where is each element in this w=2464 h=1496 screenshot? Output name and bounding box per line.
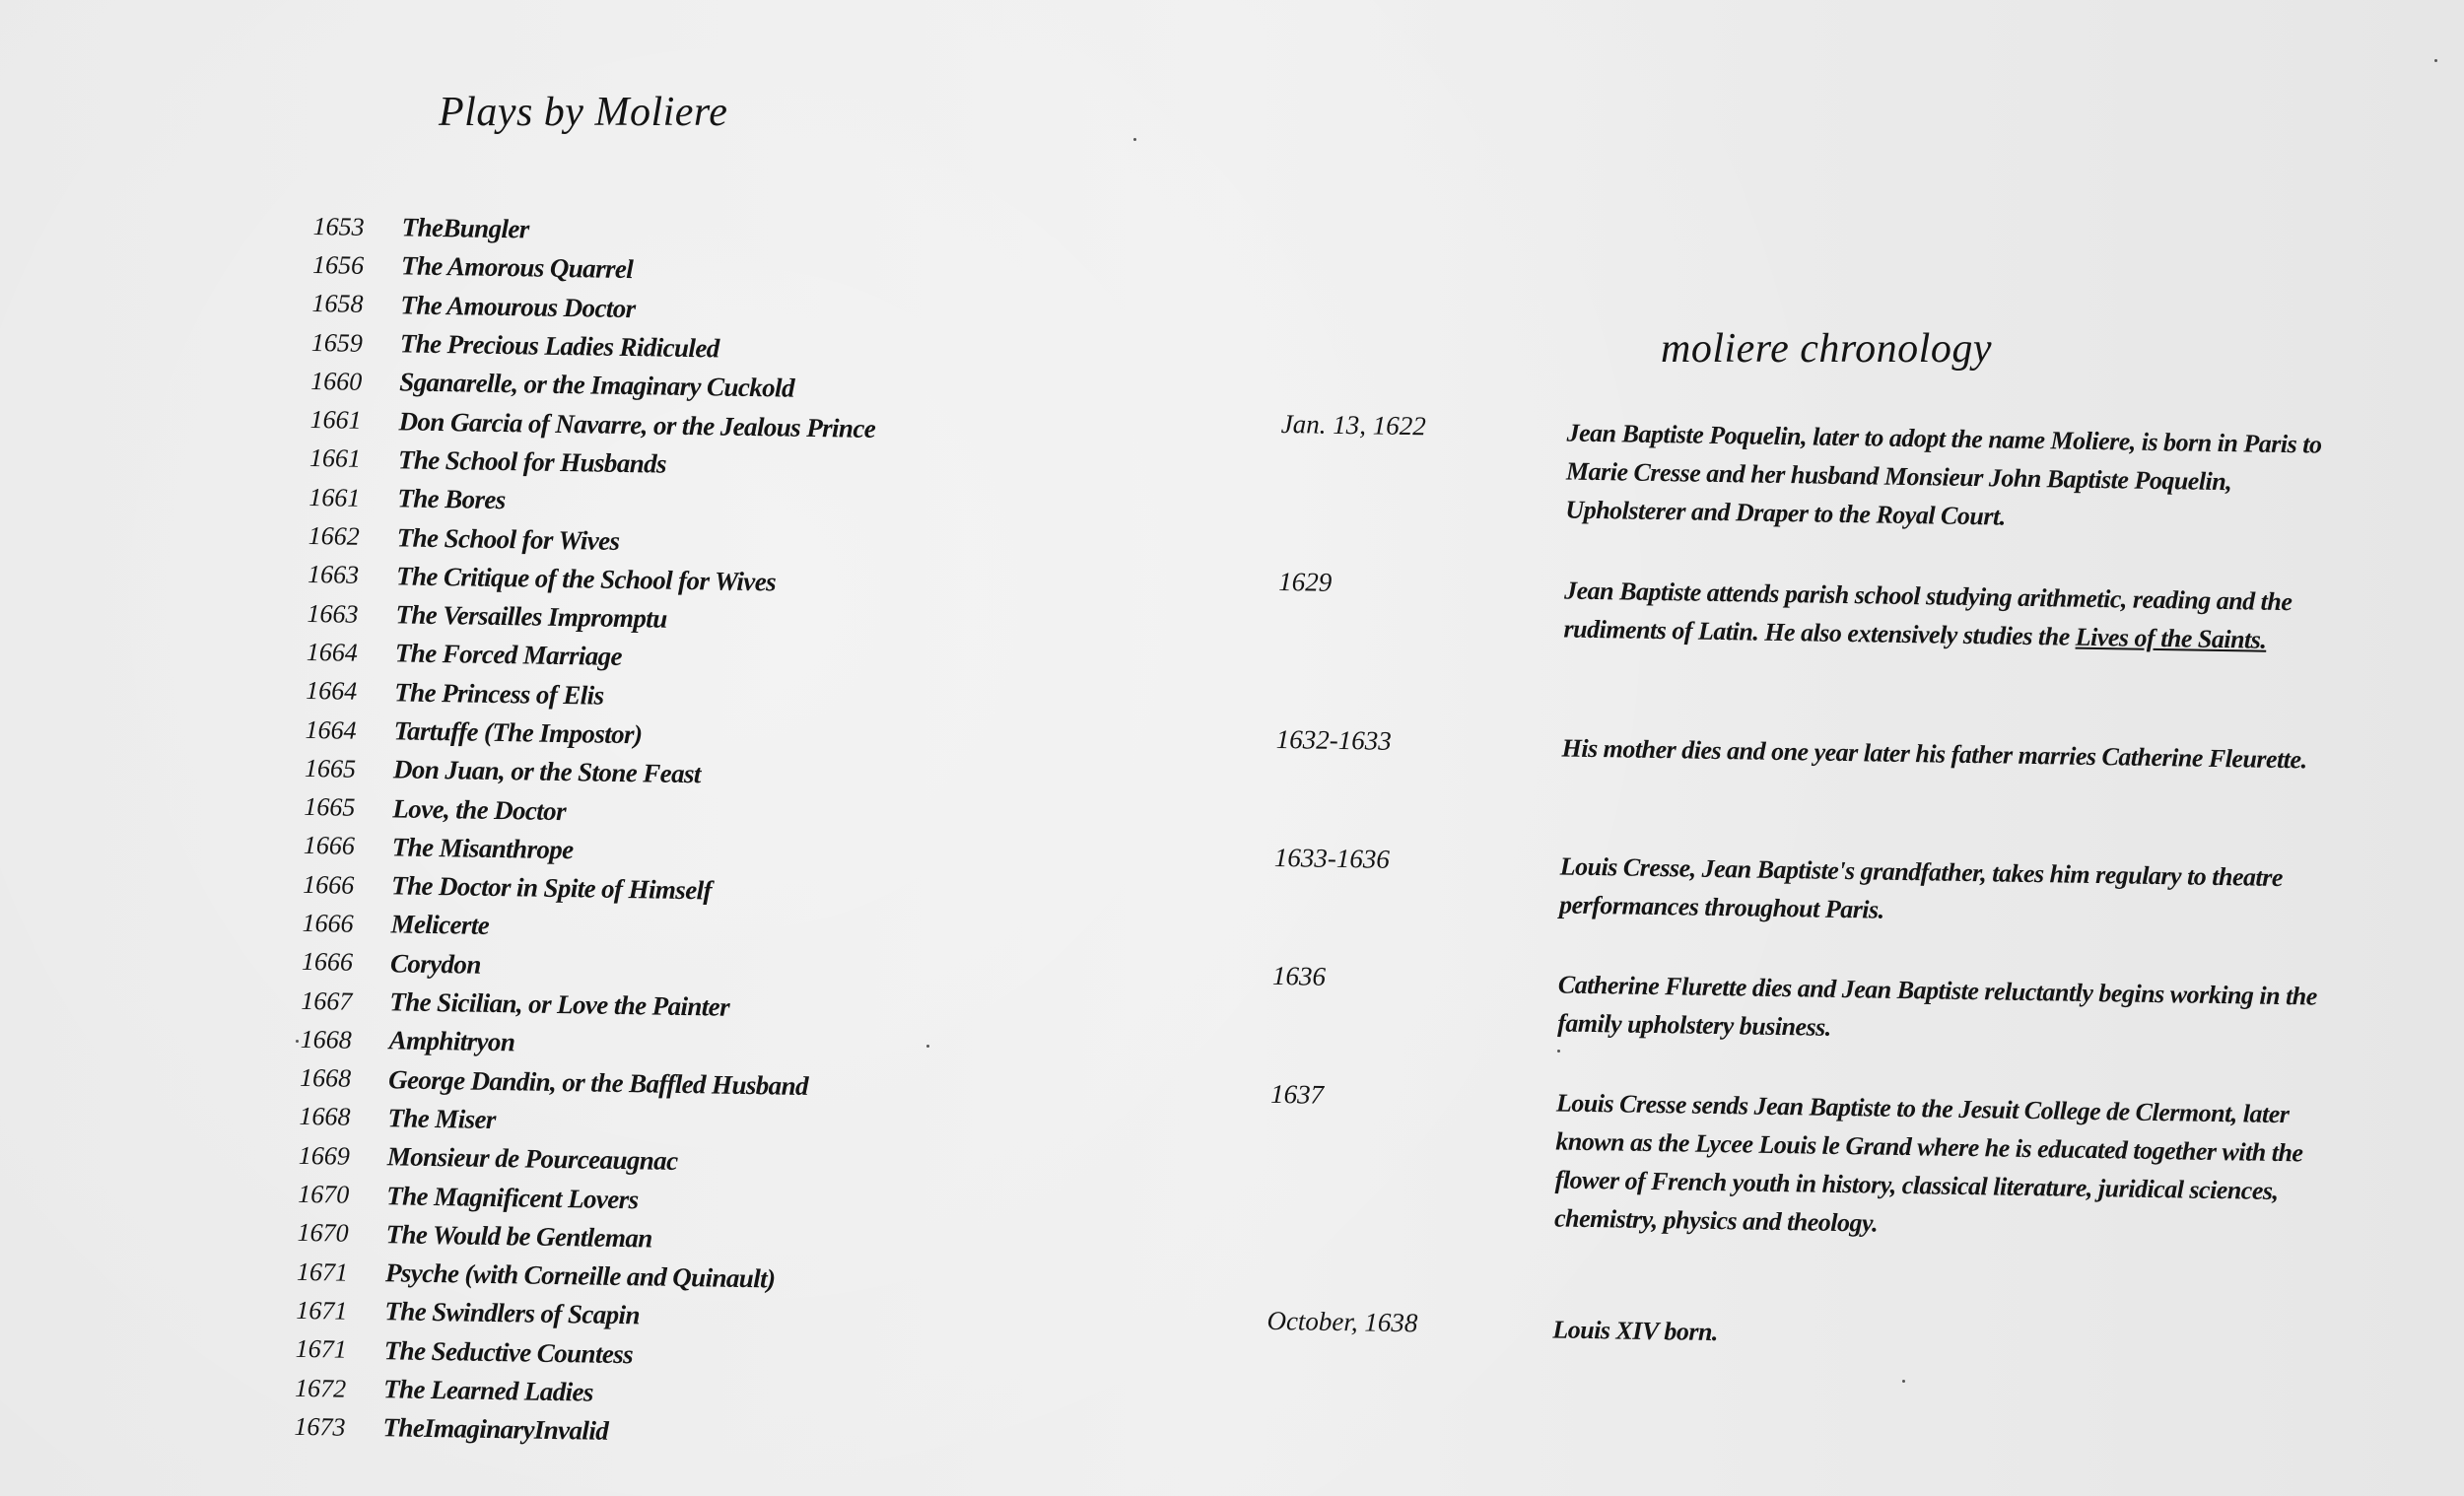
plays-heading: Plays by Moliere [439,90,728,135]
chronology-heading: moliere chronology [1661,326,1992,372]
play-title: The Critique of the School for Wives [395,561,777,597]
play-title: Monsieur de Pourceaugnac [386,1141,678,1177]
play-title: The Doctor in Spite of Himself [390,870,713,906]
chronology-text: Jean Baptiste Poquelin, later to adopt the name Moliere, is born in Paris to Marie Cresse and her husband Monsieur John Baptiste Poquelin, Upholsterer and Draper to the Royal Court. [1565,418,2322,531]
play-year: 1664 [306,676,358,706]
play-title: Corydon [389,948,482,980]
play-title: The Princess of Elis [394,677,604,711]
chronology-date: 1636 [1271,960,1327,991]
play-title: The Learned Ladies [382,1374,594,1407]
plays-list [294,207,1062,1458]
play-title: The Magnificent Lovers [386,1180,639,1214]
play-year: 1662 [308,520,360,551]
play-title: The Swindlers of Scapin [384,1296,641,1330]
play-year: 1668 [300,1024,352,1054]
play-year: 1671 [296,1295,348,1326]
chronology-list [1266,409,2385,1347]
play-year: 1668 [299,1102,351,1132]
chronology-text: His mother dies and one year later his father marries Catherine Fleurette. [1561,733,2307,775]
play-title: The Amorous Quarrel [400,250,634,285]
chronology-text: Louis Cresse, Jean Baptiste's grandfather, takes him regulary to theatre performances throughout Paris. [1558,851,2284,924]
play-year: 1664 [306,637,359,667]
chronology-date: Jan. 13, 1622 [1280,409,1426,442]
play-title: TheBungler [401,212,529,244]
scan-speck [1557,1050,1560,1053]
play-year: 1663 [307,598,359,629]
chronology-date: October, 1638 [1266,1305,1418,1338]
play-title: George Dandin, or the Baffled Husband [387,1063,809,1101]
play-year: 1661 [309,405,362,435]
chronology-text: Louis XIV born. [1552,1315,1719,1347]
play-year: 1660 [310,366,363,396]
chronology-date: 1633-1636 [1273,842,1391,874]
play-title: The Misanthrope [391,832,574,865]
play-year: 1664 [305,714,357,745]
play-title: The Versailles Impromptu [395,599,667,634]
scan-speck [1133,138,1136,141]
play-year: 1663 [307,560,360,590]
play-year: 1661 [308,482,361,512]
play-title: The Miser [387,1103,497,1134]
play-title: Sganarelle, or the Imaginary Cuckold [398,367,795,404]
chronology-entry [1271,961,2376,1055]
play-year: 1653 [312,211,365,241]
play-year: 1666 [302,908,354,938]
chronology-entry [1275,724,2379,781]
scan-speck [2434,59,2437,62]
scan-speck [296,1040,299,1043]
play-title: The Forced Marriage [394,638,623,672]
play-year: 1665 [304,792,356,822]
chronology-entry [1268,1079,2374,1251]
play-title: The Sicilian, or Love the Painter [389,986,730,1022]
play-title: TheImaginaryInvalid [382,1412,609,1447]
play-title: Don Garcia of Navarre, or the Jealous Prince [398,406,876,443]
play-year: 1666 [303,831,356,861]
play-title: Melicerte [390,909,490,941]
play-title: Don Juan, or the Stone Feast [392,754,702,789]
chronology-text: Louis Cresse sends Jean Baptiste to the Jesuit College de Clermont, later known as the Lycee Louis le Grand where he is educated together with the flower of French youth in history, classical literature, juridical sciences, chemistry, physics and theology. [1553,1088,2303,1238]
play-year: 1673 [294,1411,346,1442]
play-year: 1672 [294,1373,347,1403]
chronology-date: 1632-1633 [1275,723,1392,756]
play-title: The Precious Ladies Ridiculed [399,328,719,364]
play-year: 1670 [297,1218,349,1249]
chronology-entry [1266,1306,2370,1362]
chronology-date: 1629 [1278,566,1333,597]
play-title: The School for Wives [396,521,620,556]
chronology-text: Catherine Flurette dies and Jean Baptiste reluctantly begins working in the family upholstery business. [1557,970,2318,1042]
play-year: 1669 [298,1140,351,1171]
play-year: 1659 [310,327,364,358]
play-year: 1666 [302,869,355,900]
lives-of-the-saints-title: Lives of the Saints. [2075,622,2267,654]
play-year: 1658 [311,289,364,319]
play-year: 1667 [301,986,353,1016]
chronology-entry [1277,567,2382,661]
chronology-date: 1637 [1269,1078,1325,1110]
play-year: 1661 [308,443,362,474]
play-title: Tartuffe (The Impostor) [393,715,643,750]
play-title: The Bores [397,483,506,515]
chronology-entry [1273,843,2378,937]
play-year: 1666 [301,947,354,978]
play-title: The Would be Gentleman [385,1219,652,1254]
play-title: Love, the Doctor [392,792,567,826]
play-year: 1668 [299,1063,352,1093]
play-year: 1656 [311,249,365,280]
play-year: 1671 [296,1257,349,1287]
play-title: Amphitryon [388,1025,515,1057]
chronology-text [1563,572,2353,661]
scan-speck [926,1045,929,1048]
play-year: 1665 [304,753,357,783]
chronology-entry [1279,409,2385,542]
play-title: The Seductive Countess [383,1335,634,1369]
chronology-text-part: Jean Baptiste attends parish school studying arithmetic, reading and the rudiments of Latin. He also extensively studies the [1563,576,2293,651]
scan-speck [1902,1380,1905,1383]
play-year: 1670 [298,1179,350,1209]
play-year: 1671 [295,1334,348,1364]
play-title: The Amourous Doctor [400,290,636,323]
play-title: Psyche (with Corneille and Quinault) [384,1258,776,1294]
play-title: The School for Husbands [397,444,667,479]
